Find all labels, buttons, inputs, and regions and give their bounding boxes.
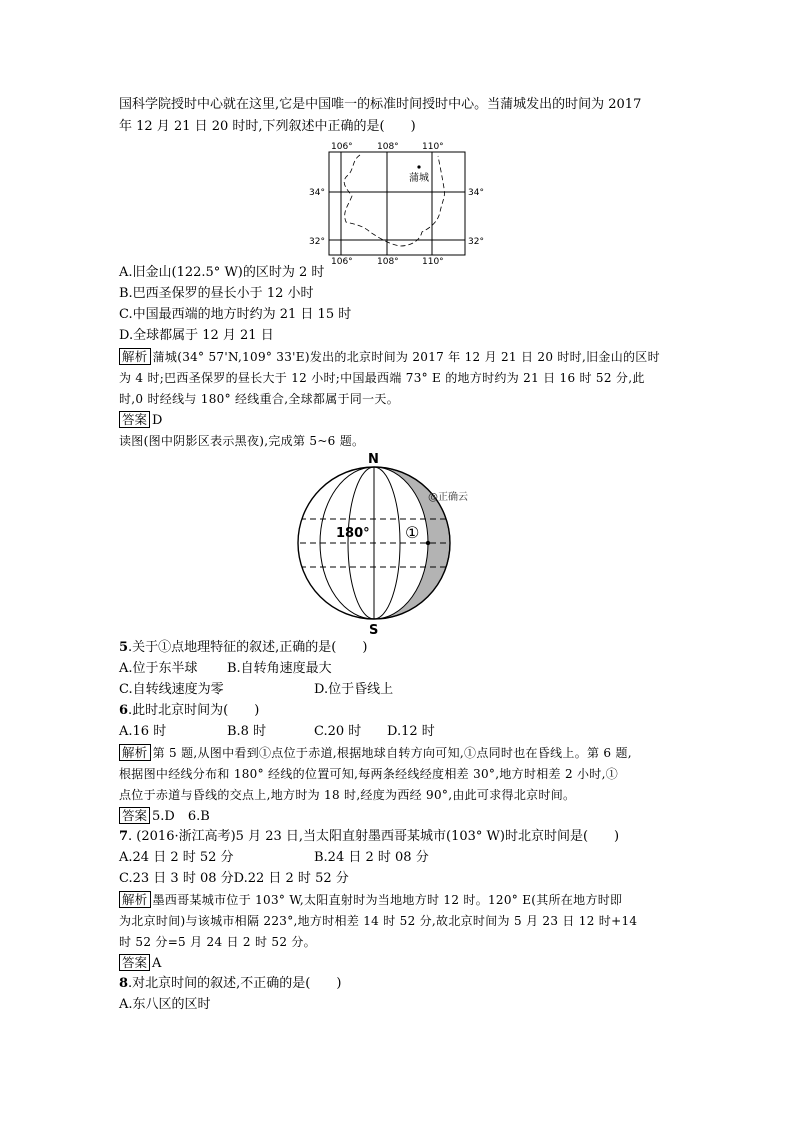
pucheng-map bbox=[300, 136, 500, 264]
lat-32-left: 32° bbox=[309, 237, 325, 247]
q7-option-a: A.24 日 2 时 52 分 bbox=[119, 850, 234, 865]
q7-options-cd: C.23 日 3 时 08 分D.22 日 2 时 52 分 bbox=[119, 871, 349, 886]
city-label: 蒲城 bbox=[409, 173, 429, 184]
q4-answer: 答案 D bbox=[119, 411, 162, 430]
q6-analysis-line1: 解析 第 5 题,从图中看到①点位于赤道,根据地球自转方向可知,①点同时也在昏线上。第 6 题, bbox=[119, 744, 632, 762]
q5-stem: 5.关于①点地理特征的叙述,正确的是( ) bbox=[119, 640, 368, 655]
q6-analysis-line2: 根据图中经线分布和 180° 经线的位置可知,每两条经线经度相差 30°,地方时相差 2 小时,① bbox=[119, 767, 619, 781]
q4-analysis-line3: 时,0 时经线与 180° 经线重合,全球都属于同一天。 bbox=[119, 392, 400, 406]
q4-option-a: A.旧金山(122.5° W)的区时为 2 时 bbox=[119, 265, 325, 280]
meridian-180-label: 180° bbox=[336, 526, 370, 541]
q5-options-cd bbox=[119, 681, 394, 699]
analysis-label: 解析 bbox=[119, 891, 151, 908]
top-lon-110: 110° bbox=[422, 142, 444, 152]
south-label: S bbox=[369, 623, 379, 638]
point-1-dot bbox=[426, 541, 430, 545]
q6-option-b: B.8 时 bbox=[227, 724, 267, 739]
q6-option-a: A.16 时 bbox=[119, 724, 167, 739]
q4-option-b: B.巴西圣保罗的昼长小于 12 小时 bbox=[119, 286, 314, 301]
q7-analysis-line1: 解析 墨西哥某城市位于 103° W,太阳直射时为当地地方时 12 时。120° E(其所在地方时即 bbox=[119, 891, 622, 909]
q8-stem: 8.对北京时间的叙述,不正确的是( ) bbox=[119, 976, 342, 991]
q4-analysis-line1: 解析 蒲城(34° 57'N,109° 33'E)发出的北京时间为 2017 年 12 月 21 日 20 时时,旧金山的区时 bbox=[119, 348, 660, 366]
q7-stem: 7. (2016·浙江高考)5 月 23 日,当太阳直射墨西哥某城市(103° W)时北京时间是( ) bbox=[119, 829, 620, 844]
answer-label: 答案 bbox=[119, 411, 150, 428]
q6-option-c: C.20 时 bbox=[314, 724, 362, 739]
q4-option-d: D.全球都属于 12 月 21 日 bbox=[119, 328, 274, 343]
q5-options-ab bbox=[119, 660, 332, 678]
lat-34-right: 34° bbox=[468, 188, 484, 198]
bottom-lon-106: 106° bbox=[331, 257, 353, 264]
point-1-label: ① bbox=[405, 523, 420, 542]
answer-label: 答案 bbox=[119, 954, 150, 971]
q5-option-d: D.位于昏线上 bbox=[314, 682, 394, 697]
bottom-lon-110: 110° bbox=[422, 257, 444, 264]
q7-analysis-line3: 时 52 分=5 月 24 日 2 时 52 分。 bbox=[119, 935, 316, 949]
intro-q5-q6: 读图(图中阴影区表示黑夜),完成第 5~6 题。 bbox=[119, 434, 365, 448]
top-lon-108: 108° bbox=[377, 142, 399, 152]
answer-label: 答案 bbox=[119, 807, 150, 824]
q5-option-c: C.自转线速度为零 bbox=[119, 682, 224, 697]
analysis-label: 解析 bbox=[119, 744, 151, 761]
bottom-lon-108: 108° bbox=[377, 257, 399, 264]
q7-options-ab bbox=[119, 849, 429, 867]
pucheng-dot bbox=[417, 165, 420, 168]
q4-option-c: C.中国最西端的地方时约为 21 日 15 时 bbox=[119, 307, 352, 322]
lat-34-left: 34° bbox=[309, 188, 325, 198]
q7-analysis-line2: 为北京时间)与该城市相隔 223°,地方时相差 14 时 52 分,故北京时间为 5 月 23 日 12 时+14 bbox=[119, 914, 638, 928]
q4-stem-line2: 年 12 月 21 日 20 时时,下列叙述中正确的是( ) bbox=[119, 119, 416, 134]
globe-diagram bbox=[290, 446, 490, 638]
q5-option-b: B.自转角速度最大 bbox=[227, 661, 332, 676]
analysis-label: 解析 bbox=[119, 348, 151, 365]
q6-stem: 6.此时北京时间为( ) bbox=[119, 703, 260, 718]
q5-q6-answer: 答案 5.D 6.B bbox=[119, 807, 210, 826]
q6-options bbox=[119, 723, 435, 741]
north-label: N bbox=[368, 452, 379, 467]
q5-option-a: A.位于东半球 bbox=[119, 661, 198, 676]
top-lon-106: 106° bbox=[331, 142, 353, 152]
q6-option-d: D.12 时 bbox=[387, 724, 435, 739]
q4-analysis-line2: 为 4 时;巴西圣保罗的昼长大于 12 小时;中国最西端 73° E 的地方时约为 21 日 16 时 52 分,此 bbox=[119, 371, 645, 385]
meridian-right-inner bbox=[374, 467, 400, 619]
q7-option-b: B.24 日 2 时 08 分 bbox=[314, 850, 429, 865]
province-boundary bbox=[344, 155, 444, 246]
q6-analysis-line3: 点位于赤道与昏线的交点上,地方时为 18 时,经度为西经 90°,由此可求得北京时间。 bbox=[119, 788, 576, 802]
lat-32-right: 32° bbox=[468, 237, 484, 247]
watermark: @正确云 bbox=[428, 492, 468, 503]
q4-stem-line1: 国科学院授时中心就在这里,它是中国唯一的标准时间授时中心。当蒲城发出的时间为 2017 bbox=[119, 97, 642, 112]
q7-answer: 答案 A bbox=[119, 954, 161, 973]
q8-option-a: A.东八区的区时 bbox=[119, 997, 211, 1012]
